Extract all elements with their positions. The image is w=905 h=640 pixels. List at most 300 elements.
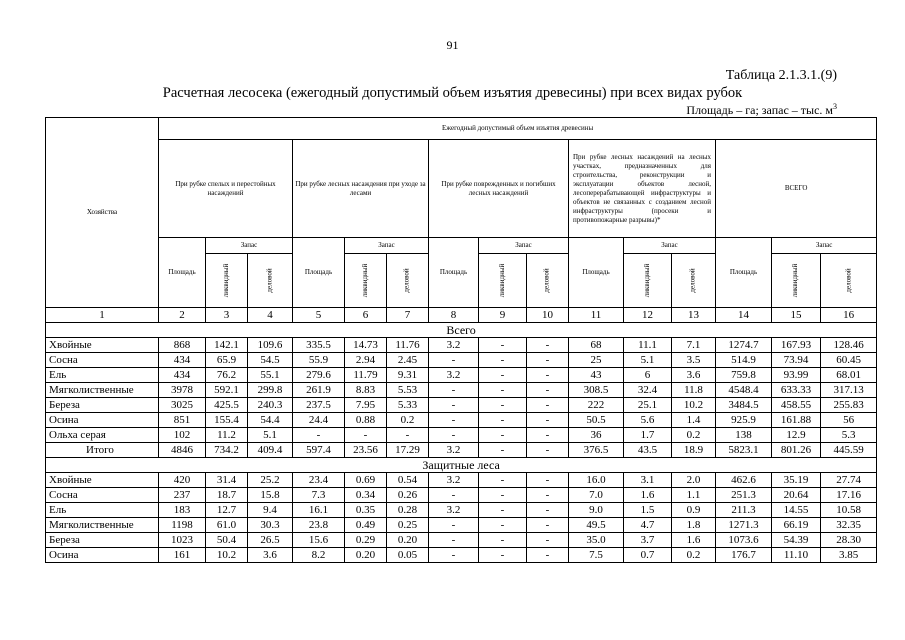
table-cell: - — [429, 533, 479, 548]
column-number: 12 — [624, 308, 672, 323]
column-number: 10 — [527, 308, 569, 323]
table-cell: 142.1 — [206, 338, 248, 353]
row-label: Мягколиственные — [46, 518, 159, 533]
table-cell: 222 — [569, 398, 624, 413]
table-cell: 55.1 — [248, 368, 293, 383]
table-cell: 0.28 — [387, 503, 429, 518]
table-cell: 445.59 — [821, 443, 877, 458]
table-cell: 255.83 — [821, 398, 877, 413]
table-cell: 23.56 — [345, 443, 387, 458]
table-cell: - — [429, 488, 479, 503]
table-cell: 7.0 — [569, 488, 624, 503]
table-row — [46, 413, 877, 428]
table-cell: - — [479, 428, 527, 443]
table-cell: 68 — [569, 338, 624, 353]
table-row — [46, 398, 877, 413]
column-number: 14 — [716, 308, 772, 323]
table-cell: 462.6 — [716, 473, 772, 488]
table-cell: 9.31 — [387, 368, 429, 383]
header-group-1: При рубке спелых и перестойных насаждений — [159, 140, 293, 238]
table-cell: 10.2 — [206, 548, 248, 563]
table-cell: 0.35 — [345, 503, 387, 518]
table-cell: 434 — [159, 368, 206, 383]
forest-cut-table — [45, 117, 877, 563]
header-delovoy-3 — [527, 254, 569, 308]
row-label: Осина — [46, 413, 159, 428]
table-cell: - — [479, 518, 527, 533]
table-cell: 11.8 — [672, 383, 716, 398]
table-cell: 851 — [159, 413, 206, 428]
row-label: Сосна — [46, 353, 159, 368]
header-zapas-5: Запас — [772, 238, 877, 254]
table-cell: - — [429, 383, 479, 398]
table-cell: - — [429, 413, 479, 428]
table-cell: 592.1 — [206, 383, 248, 398]
table-cell: 317.13 — [821, 383, 877, 398]
table-cell: - — [479, 353, 527, 368]
row-label: Осина — [46, 548, 159, 563]
table-cell: 0.7 — [624, 548, 672, 563]
table-cell: 251.3 — [716, 488, 772, 503]
table-cell: 27.74 — [821, 473, 877, 488]
section-title: Защитные леса — [46, 458, 877, 473]
table-cell: 4.7 — [624, 518, 672, 533]
table-row — [46, 353, 877, 368]
units-superscript: 3 — [833, 102, 837, 111]
table-cell: 0.25 — [387, 518, 429, 533]
header-delovoy-4-text: деловой — [688, 268, 697, 293]
table-cell: 434 — [159, 353, 206, 368]
table-cell: 183 — [159, 503, 206, 518]
header-zapas-2: Запас — [345, 238, 429, 254]
table-cell: 25 — [569, 353, 624, 368]
table-cell: 0.2 — [672, 428, 716, 443]
section-row — [46, 458, 877, 473]
table-cell: 925.9 — [716, 413, 772, 428]
header-group-4: При рубке лесных насаждений на лесных участках, предназначенных для строительства, реконструкции и эксплуатации объектов лесной, лесоперерабатывающей инфраструктуры и объектов не связанных с созданием лесной инфраструктуры (просеки и противопожарные разрывы)* — [569, 140, 716, 238]
table-cell: - — [479, 443, 527, 458]
section-title: Всего — [46, 323, 877, 338]
table-cell: 155.4 — [206, 413, 248, 428]
table-cell: 7.1 — [672, 338, 716, 353]
table-cell: 138 — [716, 428, 772, 443]
header-group-3: При рубке поврежденных и погибших лесных насаждений — [429, 140, 569, 238]
table-cell: - — [527, 368, 569, 383]
table-cell: 2.45 — [387, 353, 429, 368]
table-cell: 54.39 — [772, 533, 821, 548]
table-cell: 3.2 — [429, 443, 479, 458]
header-zapas-1: Запас — [206, 238, 293, 254]
table-cell: 60.45 — [821, 353, 877, 368]
column-number: 8 — [429, 308, 479, 323]
table-cell: 3.2 — [429, 503, 479, 518]
header-group-2: При рубке лесных насаждения при уходе за лесами — [293, 140, 429, 238]
table-cell: 3.6 — [248, 548, 293, 563]
row-label: Мягколиственные — [46, 383, 159, 398]
table-cell: - — [527, 443, 569, 458]
row-label: Хвойные — [46, 338, 159, 353]
table-cell: 73.94 — [772, 353, 821, 368]
row-label: Ольха серая — [46, 428, 159, 443]
table-number: Таблица 2.1.3.1.(9) — [725, 68, 837, 83]
table-cell: - — [293, 428, 345, 443]
table-cell: - — [429, 353, 479, 368]
table-cell: 17.29 — [387, 443, 429, 458]
table-cell: 3.6 — [672, 368, 716, 383]
table-cell: 25.1 — [624, 398, 672, 413]
header-likvidny-3-text: ликвидный — [497, 263, 506, 298]
column-number: 1 — [46, 308, 159, 323]
table-cell: 868 — [159, 338, 206, 353]
table-cell: 11.76 — [387, 338, 429, 353]
table-cell: 11.2 — [206, 428, 248, 443]
header-delovoy-3-text: деловой — [542, 268, 551, 293]
table-cell: 633.33 — [772, 383, 821, 398]
table-cell: - — [479, 503, 527, 518]
row-label: Береза — [46, 398, 159, 413]
table-cell: 0.54 — [387, 473, 429, 488]
table-cell: 1.4 — [672, 413, 716, 428]
table-cell: - — [387, 428, 429, 443]
table-cell: 15.8 — [248, 488, 293, 503]
table-cell: 31.4 — [206, 473, 248, 488]
header-likvidny-2 — [345, 254, 387, 308]
table-cell: 3.2 — [429, 368, 479, 383]
table-cell: 28.30 — [821, 533, 877, 548]
header-ploshad-3: Площадь — [429, 238, 479, 308]
table-cell: - — [527, 518, 569, 533]
table-cell: - — [345, 428, 387, 443]
total-row — [46, 443, 877, 458]
table-cell: 10.2 — [672, 398, 716, 413]
table-cell: 420 — [159, 473, 206, 488]
header-likvidny-2-text: ликвидный — [360, 263, 369, 298]
table-cell: 261.9 — [293, 383, 345, 398]
header-likvidny-5-text: ликвидный — [791, 263, 800, 298]
column-number: 9 — [479, 308, 527, 323]
table-cell: - — [479, 338, 527, 353]
table-cell: 68.01 — [821, 368, 877, 383]
table-cell: 9.4 — [248, 503, 293, 518]
table-cell: 54.5 — [248, 353, 293, 368]
table-cell: - — [527, 413, 569, 428]
table-cell: 2.94 — [345, 353, 387, 368]
table-cell: 8.83 — [345, 383, 387, 398]
table-cell: 3484.5 — [716, 398, 772, 413]
units-text: Площадь – га; запас – тыс. м — [686, 103, 833, 117]
table-cell: 161 — [159, 548, 206, 563]
table-cell: 9.0 — [569, 503, 624, 518]
table-cell: 35.0 — [569, 533, 624, 548]
table-cell: 376.5 — [569, 443, 624, 458]
table-cell: 5.1 — [248, 428, 293, 443]
table-cell: 25.2 — [248, 473, 293, 488]
table-cell: 14.55 — [772, 503, 821, 518]
table-cell: 16.1 — [293, 503, 345, 518]
header-likvidny-5 — [772, 254, 821, 308]
table-cell: 3.5 — [672, 353, 716, 368]
header-group-5: ВСЕГО — [716, 140, 877, 238]
table-cell: 55.9 — [293, 353, 345, 368]
table-cell: 32.4 — [624, 383, 672, 398]
table-cell: - — [429, 518, 479, 533]
table-cell: 176.7 — [716, 548, 772, 563]
table-row — [46, 368, 877, 383]
table-cell: 11.1 — [624, 338, 672, 353]
table-cell: 4548.4 — [716, 383, 772, 398]
column-number: 6 — [345, 308, 387, 323]
table-cell: 1.5 — [624, 503, 672, 518]
table-cell: 0.20 — [345, 548, 387, 563]
table-cell: 5.33 — [387, 398, 429, 413]
table-cell: 0.05 — [387, 548, 429, 563]
table-cell: 23.4 — [293, 473, 345, 488]
table-cell: 5823.1 — [716, 443, 772, 458]
table-cell: 0.9 — [672, 503, 716, 518]
table-cell: 0.29 — [345, 533, 387, 548]
table-cell: 759.8 — [716, 368, 772, 383]
header-ploshad-2: Площадь — [293, 238, 345, 308]
table-cell: 3.1 — [624, 473, 672, 488]
table-cell: 4846 — [159, 443, 206, 458]
table-cell: 26.5 — [248, 533, 293, 548]
table-cell: - — [429, 428, 479, 443]
column-number: 3 — [206, 308, 248, 323]
table-cell: - — [527, 383, 569, 398]
table-cell: 50.4 — [206, 533, 248, 548]
table-cell: - — [479, 488, 527, 503]
table-cell: 18.7 — [206, 488, 248, 503]
header-ploshad-1: Площадь — [159, 238, 206, 308]
table-cell: 109.6 — [248, 338, 293, 353]
table-cell: 61.0 — [206, 518, 248, 533]
table-row — [46, 533, 877, 548]
table-cell: 801.26 — [772, 443, 821, 458]
table-cell: 308.5 — [569, 383, 624, 398]
table-cell: 167.93 — [772, 338, 821, 353]
table-cell: 43 — [569, 368, 624, 383]
table-cell: 7.5 — [569, 548, 624, 563]
table-cell: - — [479, 533, 527, 548]
table-cell: 237.5 — [293, 398, 345, 413]
table-cell: 11.79 — [345, 368, 387, 383]
table-cell: 17.16 — [821, 488, 877, 503]
table-cell: 5.53 — [387, 383, 429, 398]
column-number: 4 — [248, 308, 293, 323]
table-cell: - — [527, 428, 569, 443]
table-cell: - — [479, 368, 527, 383]
table-cell: 1.1 — [672, 488, 716, 503]
row-label: Береза — [46, 533, 159, 548]
table-cell: 5.3 — [821, 428, 877, 443]
table-cell: 14.73 — [345, 338, 387, 353]
table-cell: 1274.7 — [716, 338, 772, 353]
table-cell: 7.95 — [345, 398, 387, 413]
table-cell: 2.0 — [672, 473, 716, 488]
header-zapas-3: Запас — [479, 238, 569, 254]
header-zapas-4: Запас — [624, 238, 716, 254]
table-cell: 66.19 — [772, 518, 821, 533]
header-likvidny-3 — [479, 254, 527, 308]
row-label: Сосна — [46, 488, 159, 503]
table-cell: 93.99 — [772, 368, 821, 383]
table-cell: 20.64 — [772, 488, 821, 503]
table-cell: 734.2 — [206, 443, 248, 458]
table-cell: 1271.3 — [716, 518, 772, 533]
column-numbers-row — [46, 308, 877, 323]
table-cell: 49.5 — [569, 518, 624, 533]
table-cell: 65.9 — [206, 353, 248, 368]
table-cell: 3.7 — [624, 533, 672, 548]
column-number: 16 — [821, 308, 877, 323]
table-cell: 161.88 — [772, 413, 821, 428]
table-cell: 0.69 — [345, 473, 387, 488]
header-ploshad-5: Площадь — [716, 238, 772, 308]
table-cell: - — [479, 473, 527, 488]
table-cell: 36 — [569, 428, 624, 443]
table-cell: - — [527, 503, 569, 518]
table-row — [46, 518, 877, 533]
header-top: Ежегодный допустимый объем изъятия древесины — [159, 118, 877, 140]
table-row — [46, 338, 877, 353]
table-cell: 1.6 — [624, 488, 672, 503]
table-cell: - — [479, 413, 527, 428]
table-cell: - — [479, 383, 527, 398]
table-cell: 12.7 — [206, 503, 248, 518]
table-row — [46, 428, 877, 443]
table-cell: 43.5 — [624, 443, 672, 458]
table-cell: 0.49 — [345, 518, 387, 533]
column-number: 2 — [159, 308, 206, 323]
table-cell: 7.3 — [293, 488, 345, 503]
table-cell: 18.9 — [672, 443, 716, 458]
table-row — [46, 503, 877, 518]
header-delovoy-5 — [821, 254, 877, 308]
table-cell: 299.8 — [248, 383, 293, 398]
table-cell: 30.3 — [248, 518, 293, 533]
header-likvidny-4-text: ликвидный — [642, 263, 651, 298]
table-cell: 3.85 — [821, 548, 877, 563]
table-cell: 1.8 — [672, 518, 716, 533]
table-cell: 3025 — [159, 398, 206, 413]
table-cell: - — [527, 353, 569, 368]
table-cell: 102 — [159, 428, 206, 443]
column-number: 7 — [387, 308, 429, 323]
table-cell: 128.46 — [821, 338, 877, 353]
table-cell: 514.9 — [716, 353, 772, 368]
table-cell: 23.8 — [293, 518, 345, 533]
header-likvidny-1-text: ликвидный — [221, 263, 230, 298]
table-row — [46, 548, 877, 563]
column-number: 5 — [293, 308, 345, 323]
table-cell: 50.5 — [569, 413, 624, 428]
table-cell: 5.6 — [624, 413, 672, 428]
table-cell: 6 — [624, 368, 672, 383]
table-cell: - — [479, 398, 527, 413]
table-cell: - — [479, 548, 527, 563]
column-number: 13 — [672, 308, 716, 323]
table-cell: 0.34 — [345, 488, 387, 503]
header-delovoy-1-text: деловой — [265, 268, 274, 293]
table-cell: 5.1 — [624, 353, 672, 368]
units-note — [686, 102, 837, 118]
table-row — [46, 473, 877, 488]
table-cell: 15.6 — [293, 533, 345, 548]
table-cell: 597.4 — [293, 443, 345, 458]
table-cell: 12.9 — [772, 428, 821, 443]
section-row — [46, 323, 877, 338]
row-label: Ель — [46, 368, 159, 383]
header-hozyaystva: Хозяйства — [46, 118, 159, 308]
row-label: Ель — [46, 503, 159, 518]
table-cell: - — [429, 398, 479, 413]
table-cell: 1073.6 — [716, 533, 772, 548]
header-likvidny-4 — [624, 254, 672, 308]
page-number: 91 — [446, 38, 459, 52]
table-cell: 16.0 — [569, 473, 624, 488]
table-cell: 35.19 — [772, 473, 821, 488]
header-delovoy-2-text: деловой — [402, 268, 411, 293]
header-delovoy-4 — [672, 254, 716, 308]
table-cell: - — [429, 548, 479, 563]
header-delovoy-2 — [387, 254, 429, 308]
table-cell: 32.35 — [821, 518, 877, 533]
table-cell: 240.3 — [248, 398, 293, 413]
table-cell: 54.4 — [248, 413, 293, 428]
row-label: Итого — [46, 443, 159, 458]
table-cell: 1.6 — [672, 533, 716, 548]
table-cell: 0.2 — [672, 548, 716, 563]
table-cell: - — [527, 488, 569, 503]
table-cell: 0.88 — [345, 413, 387, 428]
table-row — [46, 488, 877, 503]
row-label: Хвойные — [46, 473, 159, 488]
column-number: 15 — [772, 308, 821, 323]
table-cell: 76.2 — [206, 368, 248, 383]
header-ploshad-4: Площадь — [569, 238, 624, 308]
table-title: Расчетная лесосека (ежегодный допустимый объем изъятия древесины) при всех видах рубок — [162, 85, 743, 101]
table-cell: 1023 — [159, 533, 206, 548]
header-delovoy-5-text: деловой — [844, 268, 853, 293]
table-cell: - — [527, 398, 569, 413]
table-cell: 335.5 — [293, 338, 345, 353]
table-cell: - — [527, 338, 569, 353]
table-cell: 3978 — [159, 383, 206, 398]
table-row — [46, 383, 877, 398]
table-cell: 237 — [159, 488, 206, 503]
table-cell: 0.20 — [387, 533, 429, 548]
table-cell: - — [527, 533, 569, 548]
table-cell: 3.2 — [429, 473, 479, 488]
table-cell: 211.3 — [716, 503, 772, 518]
table-cell: 425.5 — [206, 398, 248, 413]
column-number: 11 — [569, 308, 624, 323]
table-cell: 1198 — [159, 518, 206, 533]
table-cell: 56 — [821, 413, 877, 428]
table-cell: - — [527, 473, 569, 488]
table-cell: 8.2 — [293, 548, 345, 563]
table-cell: - — [527, 548, 569, 563]
table-cell: 0.2 — [387, 413, 429, 428]
table-cell: 0.26 — [387, 488, 429, 503]
table-cell: 458.55 — [772, 398, 821, 413]
header-likvidny-1 — [206, 254, 248, 308]
table-cell: 24.4 — [293, 413, 345, 428]
header-delovoy-1 — [248, 254, 293, 308]
table-cell: 11.10 — [772, 548, 821, 563]
table-cell: 409.4 — [248, 443, 293, 458]
table-cell: 1.7 — [624, 428, 672, 443]
